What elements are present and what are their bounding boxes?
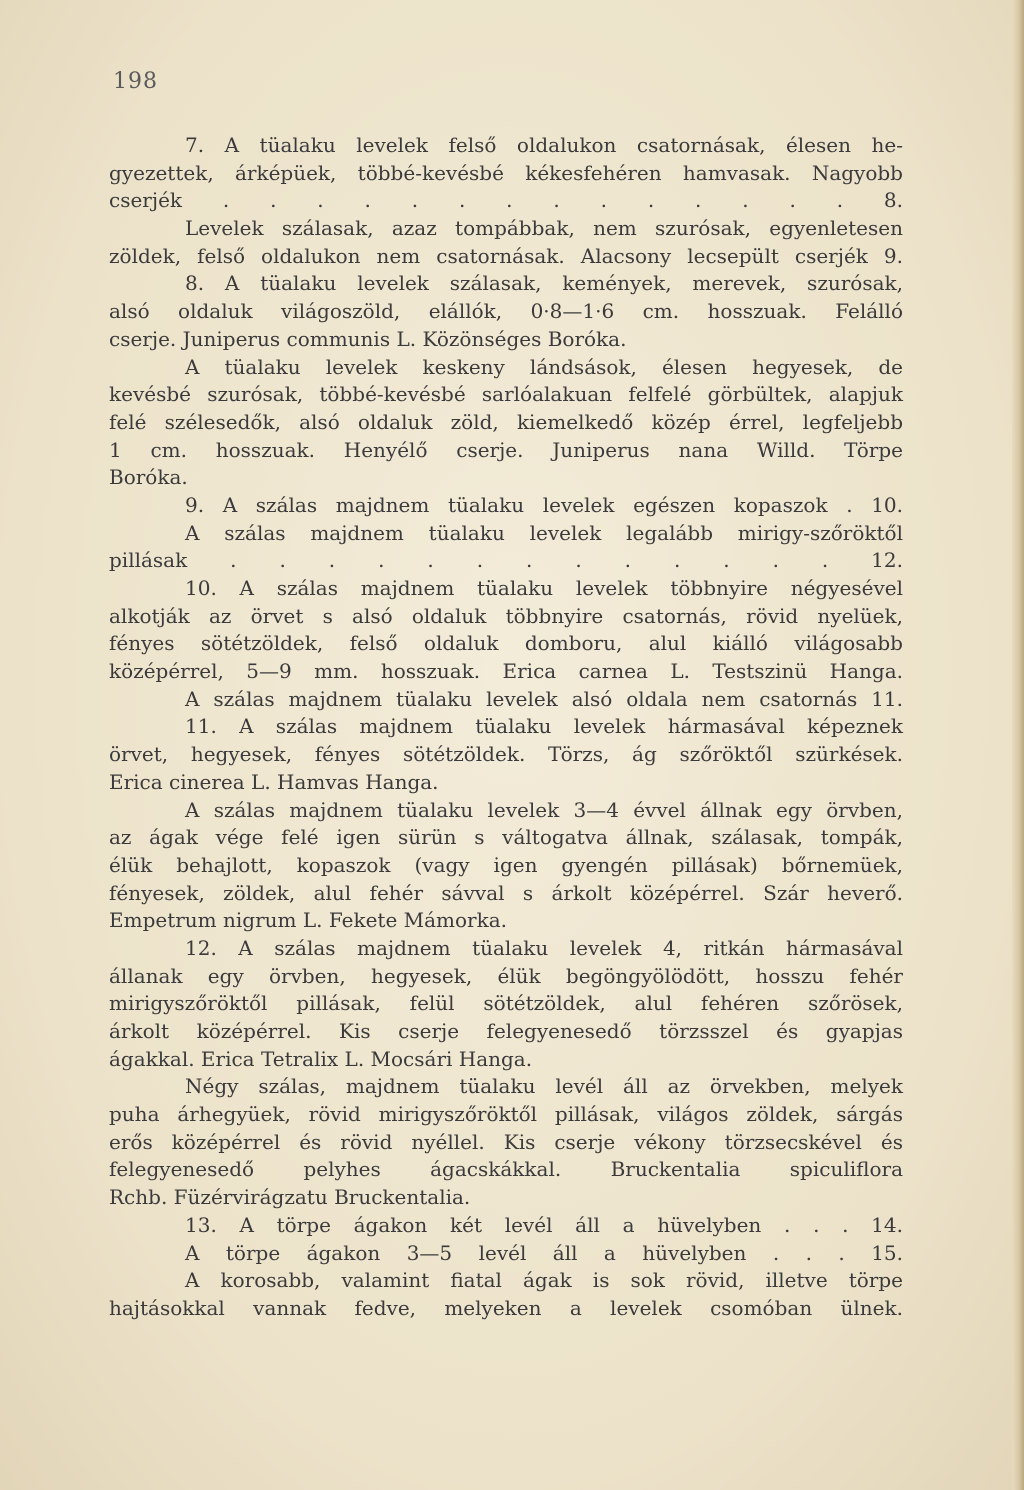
text-line: középérrel, 5—9 mm. hosszuak. Erica carnea L. Testszinü Hanga. bbox=[109, 659, 903, 684]
page-number: 198 bbox=[113, 69, 158, 94]
text-line: A tüalaku levelek keskeny lándsások, élesen hegyesek, de bbox=[185, 354, 903, 379]
text-line: örvet, hegyesek, fényes sötétzöldek. Törzs, ág szőröktől szürkések. bbox=[109, 742, 903, 767]
text-line: A korosabb, valamint fiatal ágak is sok rövid, illetve törpe bbox=[185, 1268, 903, 1293]
text-line: 13. A törpe ágakon két levél áll a hüvelyben . . . 14. bbox=[185, 1212, 903, 1237]
text-line: felegyenesedő pelyhes ágacskákkal. Bruckentalia spiculiflora bbox=[109, 1157, 903, 1182]
page-edge bbox=[1012, 0, 1024, 1490]
text-line: Levelek szálasak, azaz tompábbak, nem szurósak, egyenletesen bbox=[185, 216, 903, 241]
body-text bbox=[109, 132, 903, 1323]
text-line: élük behajlott, kopaszok (vagy igen gyengén pillásak) bőrnemüek, bbox=[109, 852, 903, 877]
text-line: 12. A szálas majdnem tüalaku levelek 4, ritkán hármasával bbox=[185, 935, 903, 960]
text-line: erős középérrel és rövid nyéllel. Kis cserje vékony törzsecskével és bbox=[109, 1129, 903, 1154]
text-line: Empetrum nigrum L. Fekete Mámorka. bbox=[109, 908, 508, 933]
text-line: fényes sötétzöldek, felső oldaluk domboru, alul kiálló világosabb bbox=[109, 631, 903, 656]
text-line: alkotják az örvet s alsó oldaluk többnyire csatornás, rövid nyelüek, bbox=[109, 603, 903, 628]
text-line: puha árhegyüek, rövid mirigyszőröktől pillásak, világos zöldek, sárgás bbox=[109, 1102, 903, 1127]
text-line: 9. A szálas majdnem tüalaku levelek egészen kopaszok . 10. bbox=[185, 492, 903, 517]
text-line: állanak egy örvben, hegyesek, élük begöngyölödött, hosszu fehér bbox=[109, 963, 903, 988]
text-line: A szálas majdnem tüalaku levelek alsó oldala nem csatornás 11. bbox=[185, 686, 903, 711]
text-line: 1 cm. hosszuak. Henyélő cserje. Juniperus nana Willd. Törpe bbox=[109, 437, 903, 462]
text-line: Boróka. bbox=[109, 465, 188, 490]
text-line: Erica cinerea L. Hamvas Hanga. bbox=[109, 769, 439, 794]
text-line: zöldek, felső oldalukon nem csatornásak. Alacsony lecsepült cserjék 9. bbox=[109, 243, 903, 268]
text-line: pillásak . . . . . . . . . . . . . 12. bbox=[109, 548, 903, 573]
text-line: ágakkal. Erica Tetralix L. Mocsári Hanga. bbox=[109, 1046, 533, 1071]
text-line: A szálas majdnem tüalaku levelek legalább mirigy-szőröktől bbox=[185, 520, 903, 545]
text-line: 11. A szálas majdnem tüalaku levelek hármasával képeznek bbox=[185, 714, 903, 739]
text-line: mirigyszőröktől pillásak, felül sötétzöldek, alul fehéren szőrösek, bbox=[109, 991, 903, 1016]
text-line: cserjék . . . . . . . . . . . . . . 8. bbox=[109, 188, 903, 213]
text-line: felé szélesedők, alsó oldaluk zöld, kiemelkedő közép érrel, legfeljebb bbox=[109, 409, 903, 434]
text-line: alsó oldaluk világoszöld, elállók, 0·8—1·6 cm. hosszuak. Felálló bbox=[109, 299, 903, 324]
text-line: Rchb. Füzérvirágzatu Bruckentalia. bbox=[109, 1185, 471, 1210]
text-line: az ágak vége felé igen sürün s váltogatva állnak, szálasak, tompák, bbox=[109, 825, 903, 850]
text-line: A szálas majdnem tüalaku levelek 3—4 évvel állnak egy örvben, bbox=[185, 797, 903, 822]
text-line: 8. A tüalaku levelek szálasak, kemények, merevek, szurósak, bbox=[185, 271, 903, 296]
text-line: 7. A tüalaku levelek felső oldalukon csatornásak, élesen he- bbox=[185, 133, 903, 157]
text-line: hajtásokkal vannak fedve, melyeken a levelek csomóban ülnek. bbox=[109, 1295, 903, 1320]
text-line: fényesek, zöldek, alul fehér sávval s árkolt középérrel. Szár heverő. bbox=[109, 880, 903, 905]
text-line: árkolt középérrel. Kis cserje felegyenesedő törzsszel és gyapjas bbox=[109, 1019, 903, 1043]
text-line: kevésbé szurósak, többé-kevésbé sarlóalakuan felfelé görbültek, alapjuk bbox=[109, 382, 903, 407]
text-line: 10. A szálas majdnem tüalaku levelek többnyire négyesével bbox=[185, 576, 903, 600]
text-line: Négy szálas, majdnem tüalaku levél áll az örvekben, melyek bbox=[185, 1074, 903, 1099]
text-line: cserje. Juniperus communis L. Közönséges Boróka. bbox=[109, 326, 627, 351]
text-line: A törpe ágakon 3—5 levél áll a hüvelyben . . . 15. bbox=[185, 1240, 903, 1265]
text-line: gyezettek, árképüek, többé-kevésbé kékesfehéren hamvasak. Nagyobb bbox=[109, 160, 903, 185]
